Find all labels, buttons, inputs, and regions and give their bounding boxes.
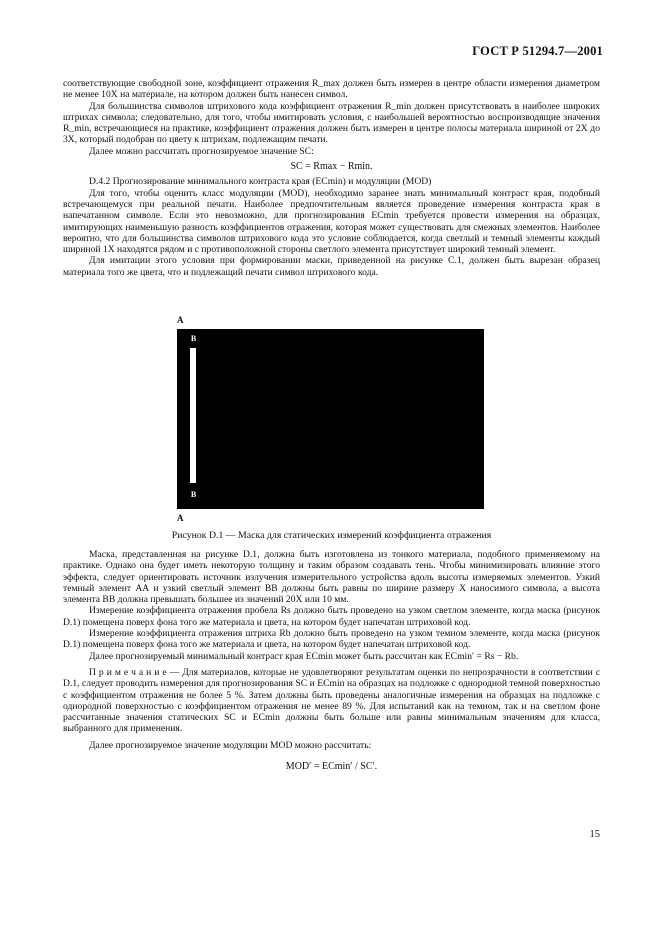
paragraph: Далее можно рассчитать прогнозируемое значение SC: xyxy=(89,145,314,157)
figure-label-a-bottom: A xyxy=(177,513,184,523)
mask-light-strip xyxy=(190,348,196,483)
body-top xyxy=(63,78,600,278)
page-number: 15 xyxy=(589,829,600,840)
paragraph: Далее прогнозируемый минимальный контраст края ECmin может быть рассчитан как ECmin′ = Rs − Rb. xyxy=(89,650,519,662)
figure-label-b-bottom: B xyxy=(190,490,197,499)
paragraph: Для имитации этого условия при формировании маски, приведенной на рисунке С.1, должен быть вырезан образец материала того же цвета, что и подлежащий печати символ штрихового кода. xyxy=(63,255,600,278)
figure-caption: Рисунок D.1 — Маска для статических измерений коэффициента отражения xyxy=(171,530,492,541)
figure-mask xyxy=(177,315,497,527)
document-header: ГОСТ Р 51294.7—2001 xyxy=(472,44,603,58)
paragraph: Измерение коэффициента отражения пробела Rs должно быть проведено на узком светлом элементе, когда маска (рисунок D.1) помещена поверх фона того же материала и цвета, на котором будет напечатан штриховой код. xyxy=(63,605,600,628)
mask-black-area xyxy=(177,329,484,509)
formula-sc: SC = Rmax − Rmin. xyxy=(290,161,373,173)
paragraph: Далее прогнозируемое значение модуляции MOD можно рассчитать: xyxy=(89,739,372,751)
figure-label-a-top: A xyxy=(177,315,184,325)
figure-label-b-top: B xyxy=(190,334,197,343)
formula-mod: MOD′ = ECmin′ / SC′. xyxy=(285,761,378,773)
paragraph: Для большинства символов штрихового кода коэффициент отражения R_min должен присутствовать в наиболее широких штрихах символа; следовательно, для того, чтобы имитировать условия, с наибольшей вероятностью воспроизводящие значения R_min, встречающиеся на практике, коэффициент отражения должен быть измерен в центре полосы материала шириной от 2X до 3X, который подобран по цвету к штрихам, подлежащим печати. xyxy=(63,100,600,146)
paragraph: Для того, чтобы оценить класс модуляции (MOD), необходимо заранее знать минимальный контраст края, подобный встречающемуся при реальной печати. Наиболее предпочтительным является проведение измерения контраста края в напечатанном символе. Если это невозможно, для прогнозирования ECmin требуется провести измерения на образцах, имитирующих наименьшую разность коэффициентов отражения, которая может существовать для смежных элементов. Наиболее вероятно, что для большинства символов штрихового кода это условие соблюдается, когда светлый и темный элементы каждый шириной 1X находятся рядом и с противоположной стороны светлого элемента присутствует широкий темный элемент. xyxy=(63,187,600,256)
note: П р и м е ч а н и е — Для материалов, которые не удовлетворяют результатам оценки по непрозрачности в соответствии с D.1, следует проводить измерения для прогнозирования SC и ECmin на образцах на подложке с однородной темной поверхностью с коэффициентом отражения не более 5 %. Затем должны быть проведены аналогичные измерения на образцах на подложке с однородной поверхностью с коэффициентом отражения не менее 89 %. Для испытаний как на темном, так и на светлом фоне рассчитанные значения статических SC и ECmin должны быть больше или равны минимальным значениям для класса, выбранного для применения. xyxy=(63,666,600,735)
section-heading: D.4.2 Прогнозирование минимального контраста края (ECmin) и модуляции (MOD) xyxy=(89,176,432,188)
paragraph: Измерение коэффициента отражения штриха Rb должно быть проведено на узком темном элементе, когда маска (рисунок D.1) помещена поверх фона того же материала и цвета, на котором будет напечатан штриховой код. xyxy=(63,628,600,651)
paragraph: Маска, представленная на рисунке D.1, должна быть изготовлена из тонкого материала, подобного применяемому на практике. Однако она будет иметь некоторую толщину и таким образом создавать тень. Чтобы минимизировать влияние этого эффекта, следует ориентировать источник излучения измерительного устройства вдоль высоты измеряемых элементов. Узкий темный элемент АА и узкий светлый элемент ВВ должны быть равны по ширине размеру X наносимого символа, а высота элемента ВВ должна превышать большее из значений 20X или 10 мм. xyxy=(63,549,600,606)
body-bottom xyxy=(63,549,600,772)
paragraph: соответствующие свободной зоне, коэффициент отражения R_max должен быть измерен в центре области измерения диаметром не менее 10X на материале, на котором должен быть нанесен символ. xyxy=(63,78,600,101)
